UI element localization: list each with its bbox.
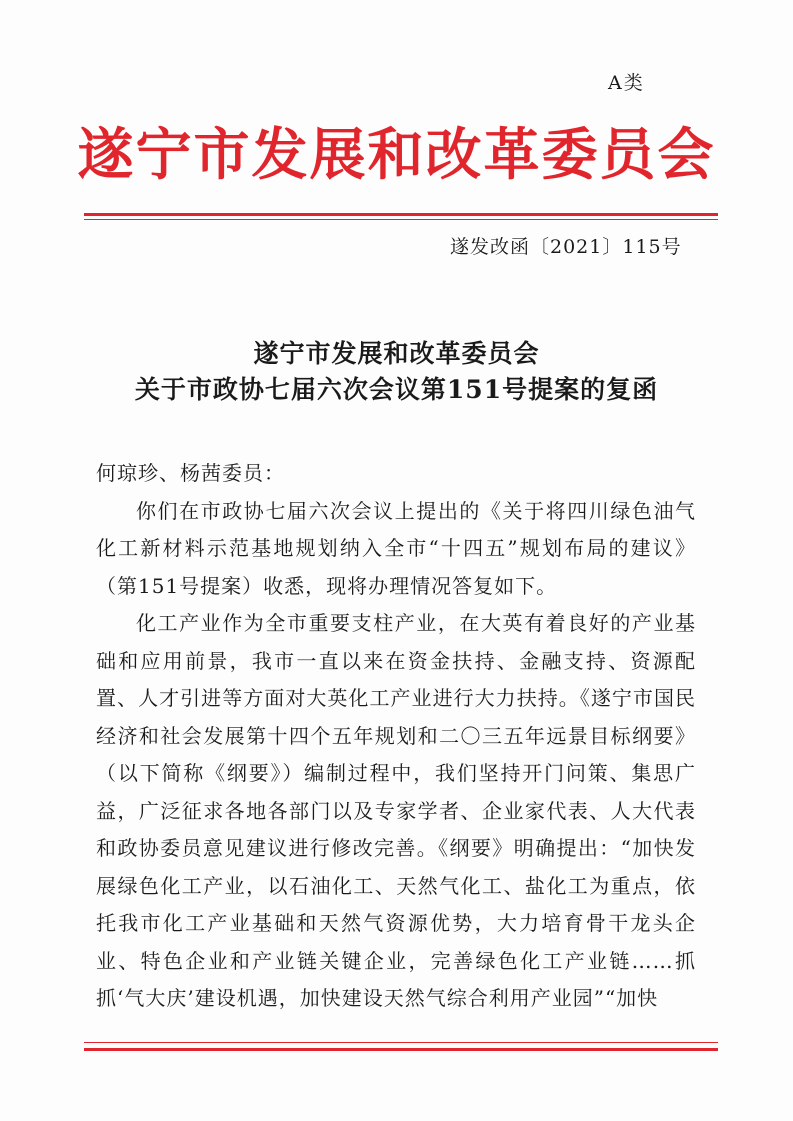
header-red-rule-thin [84,219,718,220]
header-red-rule-thick [84,213,718,216]
paragraph-1: 你们在市政协七届六次会议上提出的《关于将四川绿色油气化工新材料示范基地规划纳入全市“十四五”规划布局的建议》（第151号提案）收悉，现将办理情况答复如下。 [96,498,696,598]
title-line-2: 关于市政协七届六次会议第151号提案的复函 [134,375,659,404]
document-number: 遂发改函〔2021〕115号 [450,236,682,258]
classification-label: A类 [608,72,645,94]
title-line-1: 遂宁市发展和改革委员会 [253,339,540,368]
footer-red-rule-thick [84,1048,718,1051]
paragraph-2: 化工产业作为全市重要支柱产业，在大英有着良好的产业基础和应用前景，我市一直以来在资金扶持、金融支持、资源配置、人才引进等方面对大英化工产业进行大力扶持。《遂宁市国民经济和社会发展第十四个五年规划和二〇三五年远景目标纲要》（以下简称《纲要》）编制过程中，我们坚持开门问策、集思广益，广泛征求各地各部门以及专家学者、企业家代表、人大代表和政协委员意见建议进行修改完善。《纲要》明确提出：“加快发展绿色化工产业，以石油化工、天然气化工、盐化工为重点，依托我市化工产业基础和天然气资源优势，大力培育骨干龙头企业、特色企业和产业链关键企业，完善绿色化工产业链……抓抓‘气大庆’建设机遇，加快建设天然气综合利用产业园”“加快 [96,611,696,1010]
salutation: 何琼珍、杨茜委员： [96,461,285,485]
letter-body [96,455,696,1018]
document-title [0,336,793,408]
footer-red-rule-thin [84,1042,718,1043]
letterhead-org-name: 遂宁市发展和改革委员会 [77,123,716,188]
